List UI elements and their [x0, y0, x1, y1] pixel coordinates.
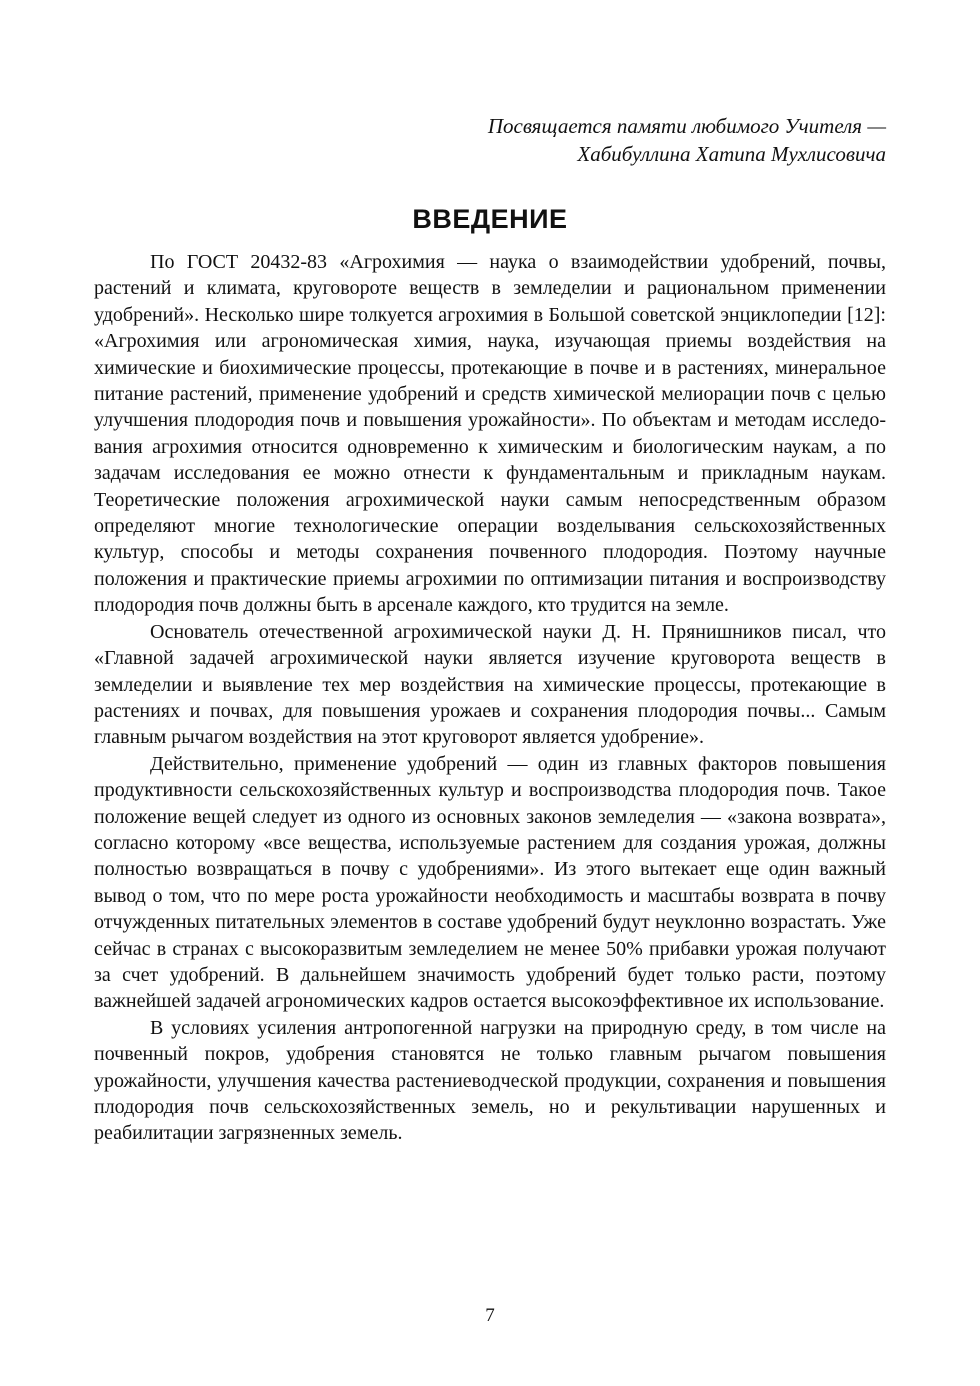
dedication-line: Посвящается памяти любимого Учителя — [487, 114, 886, 138]
paragraph: В условиях усиления антропогенной нагрузки на природную среду, в том числе на почвенный покров, удобрения становятся не только главным рычагом повышения урожайности, улучшения качества растениеводческой продукции, сохранения и повышения плодородия почв сельскохозяйственных земель, но и рекультивации нарушенных и реабилитации загрязненных земель. [94, 1016, 886, 1145]
dedication [94, 112, 886, 168]
page-number: 7 [485, 1305, 495, 1326]
paragraph: Действительно, применение удобрений — один из главных факторов повышения продуктивности сельскохозяйственных культур и воспроизводства плодородия почв. Такое положение вещей следует из одного из основных законов земледелия — «закона возврата», согласно которому «все вещества, используемые растением для создания урожая, должны полностью возвращаться в почву с удобрениями». Из этого вытекает еще один важный вывод о том, что по мере роста урожайности необходимость и масштабы возврата в почву отчужденных питательных элементов в составе удобрений будут неуклонно возрастать. Уже сейчас в странах с высокоразвитым земледелием не менее 50% прибавки урожая получают за счет удобрений. В дальнейшем значимость удобрений будет только расти, поэтому важнейшей задачей агрономических кадров остается высокоэффективное их использование. [94, 752, 886, 1013]
chapter-heading: ВВЕДЕНИЕ [412, 204, 568, 234]
paragraph: Основатель отечественной агрохимической науки Д. Н. Прянишников писал, что «Главной задачей агрохимической науки является изучение круговорота веществ в земледелии и выявление тех мер воздействия на химические процессы, протекающие в растениях и почвах, для повышения урожаев и сохранения плодородия почвы... Самым главным рычагом воздействия на этот круговорот является удобрение». [94, 620, 886, 749]
dedication-line: Хабибуллина Хатипа Мухлисовича [577, 142, 886, 166]
document-page [94, 112, 886, 1147]
paragraph: По ГОСТ 20432-83 «Агрохимия — наука о взаимодействии удобрений, почвы, растений и климата, круговороте веществ в земледелии и рациональном применении удобрений». Несколько шире толкуется агрохимия в Большой советской энциклопедии [12]: «Агрохимия или агрономическая химия, наука, изучающая приемы воздействия на химические и биохимические процессы, протекающие в почве и в растениях, минеральное питание растений, применение удобрений и средств химической мелиорации почв с целью улучшения плодородия почв и повышения урожайности». По объектам и методам исследования агрохимия относится одновременно к химическим и биологическим наукам, а по задачам исследования ее можно отнести к фундаментальным и прикладным наукам. Теоретические положения агрохимической науки самым непосредственным образом определяют многие технологические операции возделывания сельскохозяйственных культур, способы и методы сохранения почвенного плодородия. Поэтому научные положения и практические приемы агрохимии по оптимизации питания и воспроизводству плодородия почв должны быть в арсенале каждого, кто трудится на земле. [94, 251, 886, 617]
